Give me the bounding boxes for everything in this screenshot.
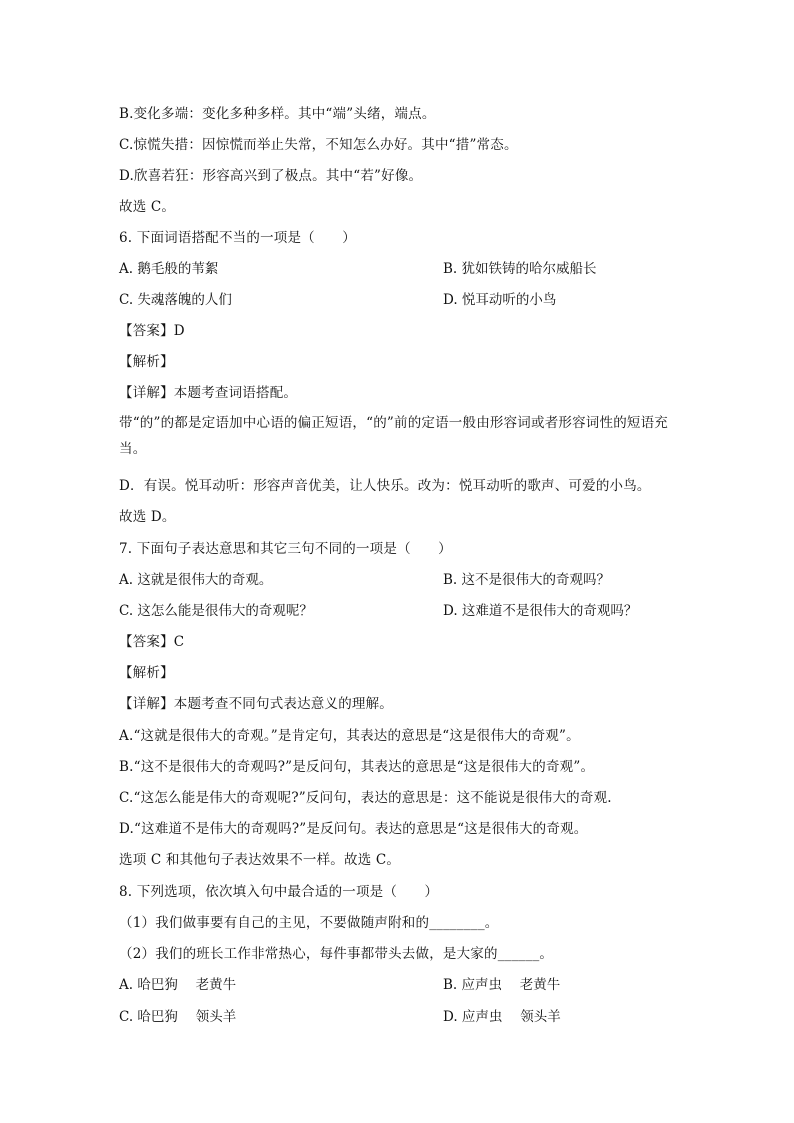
- q6-option-c: C. 失魂落魄的人们: [119, 292, 232, 308]
- q6-option-d: D. 悦耳动听的小鸟: [443, 292, 557, 308]
- q7-option-c: C. 这怎么能是很伟大的奇观呢？: [119, 603, 313, 619]
- q8-option-a: A. 哈巴狗 老黄牛: [119, 977, 237, 993]
- q6-paragraph-2: D．有误。悦耳动听：形容声音优美，让人快乐。改为：悦耳动听的歌声、可爱的小鸟。: [119, 478, 651, 494]
- q8-sentence-1: （1）我们做事要有自己的主见，不要做随声附和的________。: [119, 915, 499, 931]
- q6-option-a: A. 鹅毛般的苇絮: [119, 261, 219, 277]
- question-8: 8. 下列选项，依次填入句中最合适的一项是（ ）: [119, 884, 439, 900]
- q7-option-b: B. 这不是很伟大的奇观吗？: [443, 572, 611, 588]
- q7-option-a: A. 这就是很伟大的奇观。: [119, 572, 273, 588]
- explanation-line-d: D.欣喜若狂：形容高兴到了极点。其中“若”好像。: [119, 168, 423, 184]
- question-6: 6. 下面词语搭配不当的一项是（ ）: [119, 230, 356, 246]
- q6-selection: 故选 D。: [119, 509, 176, 525]
- q7-paragraph-3: C.“这怎么能是伟大的奇观呢?”反问句，表达的意思是：这不能说是很伟大的奇观.: [119, 790, 612, 806]
- q8-option-b: B. 应声虫 老黄牛: [443, 977, 561, 993]
- q6-paragraph-1: 带“的”的都是定语加中心语的偏正短语，“的”前的定语一般由形容词或者形容词性的短语充当。: [119, 415, 669, 457]
- q6-analysis-heading: 【解析】: [119, 354, 174, 370]
- q7-paragraph-1: A.“这就是很伟大的奇观。”是肯定句，其表达的意思是“这是很伟大的奇观”。: [119, 728, 580, 744]
- q6-option-b: B. 犹如铁铸的哈尔威船长: [443, 261, 597, 277]
- q7-paragraph-2: B.“这不是很伟大的奇观吗?”是反问句，其表达的意思是“这是很伟大的奇观”。: [119, 759, 595, 775]
- q8-sentence-2: （2）我们的班长工作非常热心，每件事都带头去做，是大家的______。: [119, 946, 554, 962]
- question-7: 7. 下面句子表达意思和其它三句不同的一项是（ ）: [119, 541, 452, 557]
- q7-paragraph-4: D.“这难道不是伟大的奇观吗?”是反问句。表达的意思是“这是很伟大的奇观。: [119, 821, 588, 837]
- q7-option-d: D. 这难道不是很伟大的奇观吗？: [443, 603, 638, 619]
- q8-option-c: C. 哈巴狗 领头羊: [119, 1009, 237, 1025]
- q6-detail: 【详解】本题考查词语搭配。: [119, 385, 298, 401]
- q7-answer: 【答案】C: [119, 634, 185, 650]
- q7-detail: 【详解】本题考查不同句式表达意义的理解。: [119, 696, 393, 712]
- answer-selection: 故选 C。: [119, 199, 176, 215]
- q7-selection: 选项 C 和其他句子表达效果不一样。故选 C。: [119, 852, 401, 868]
- explanation-line-b: B.变化多端：变化多种多样。其中“端”头绪，端点。: [119, 106, 436, 122]
- explanation-line-c: C.惊慌失措：因惊慌而举止失常，不知怎么办好。其中“措”常态。: [119, 137, 518, 153]
- q7-analysis-heading: 【解析】: [119, 665, 174, 681]
- q8-option-d: D. 应声虫 领头羊: [443, 1009, 561, 1025]
- q6-answer: 【答案】D: [119, 323, 185, 339]
